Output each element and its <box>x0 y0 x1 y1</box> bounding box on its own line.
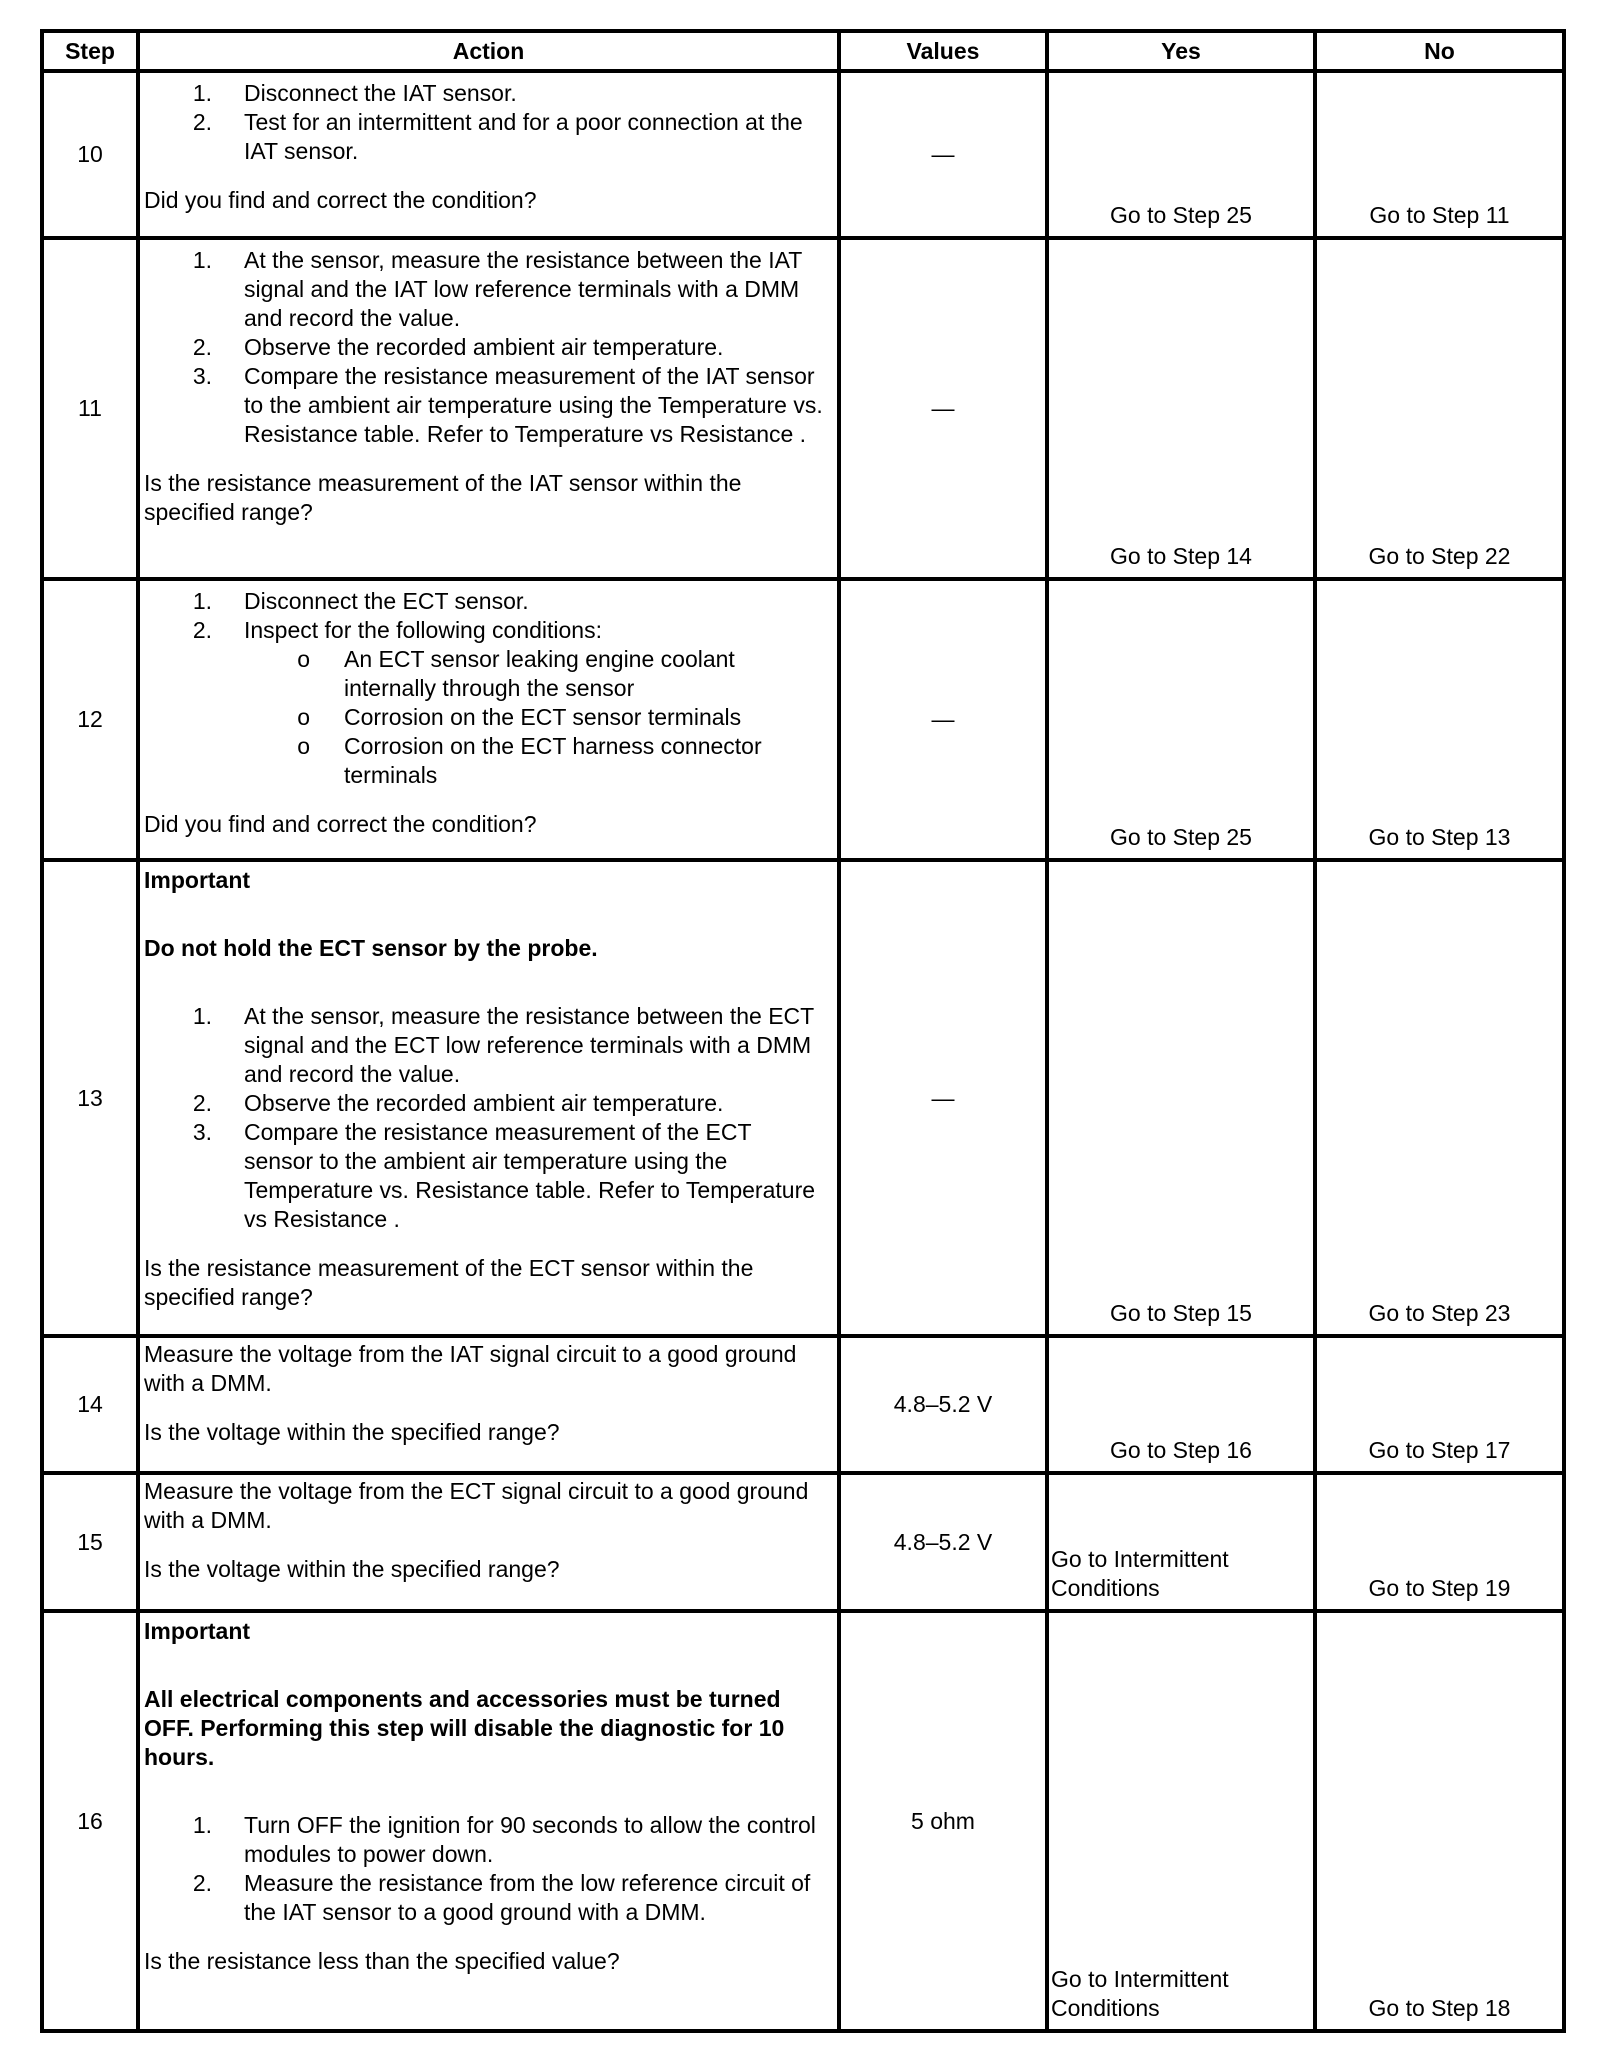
list-item: 1. Disconnect the ECT sensor. <box>192 588 529 614</box>
yes-cell: Go to Step 15 <box>1047 860 1315 1336</box>
important-note: All electrical components and accessories must be turned OFF. Performing this step will disable the diagnostic for 10 hours. <box>144 1686 785 1770</box>
table-row <box>42 238 1564 579</box>
list-item: o Corrosion on the ECT harness connector terminals <box>297 733 762 788</box>
step-number: 10 <box>42 71 138 238</box>
step-number: 14 <box>42 1336 138 1473</box>
no-cell: Go to Step 17 <box>1315 1336 1564 1473</box>
list-item: o An ECT sensor leaking engine coolant internally through the sensor <box>297 646 735 701</box>
step-list <box>144 587 833 645</box>
value-cell: 5 ohm <box>839 1611 1047 2031</box>
no-cell: Go to Step 22 <box>1315 238 1564 579</box>
action-cell <box>138 579 839 860</box>
action-question: Is the voltage within the specified range? <box>144 1556 560 1582</box>
header-row <box>42 31 1564 71</box>
diagnostic-table <box>40 29 1566 2033</box>
list-item: 2. Measure the resistance from the low reference circuit of the IAT sensor to a good ground with a DMM. <box>192 1870 811 1925</box>
header-yes: Yes <box>1047 31 1315 71</box>
action-cell <box>138 860 839 1336</box>
value-cell: 4.8–5.2 V <box>839 1336 1047 1473</box>
step-number: 16 <box>42 1611 138 2031</box>
no-cell: Go to Step 18 <box>1315 1611 1564 2031</box>
important-title: Important <box>144 867 251 893</box>
list-item: 1. Disconnect the IAT sensor. <box>192 80 517 106</box>
value-cell: — <box>839 579 1047 860</box>
action-question: Is the resistance less than the specified value? <box>144 1948 620 1974</box>
value-cell: 4.8–5.2 V <box>839 1473 1047 1611</box>
yes-cell: Go to Step 25 <box>1047 71 1315 238</box>
table-row <box>42 860 1564 1336</box>
action-question: Is the voltage within the specified range? <box>144 1419 560 1445</box>
list-item: 2. Test for an intermittent and for a poor connection at the IAT sensor. <box>192 109 803 164</box>
yes-cell: Go to Step 16 <box>1047 1336 1315 1473</box>
no-cell: Go to Step 11 <box>1315 71 1564 238</box>
list-item: o Corrosion on the ECT sensor terminals <box>297 704 742 730</box>
action-question: Is the resistance measurement of the ECT sensor within the specified range? <box>144 1255 754 1310</box>
no-cell: Go to Step 13 <box>1315 579 1564 860</box>
yes-cell: Go to Intermittent Conditions <box>1047 1473 1315 1611</box>
action-cell <box>138 1473 839 1611</box>
step-list <box>144 1811 833 1927</box>
header-action: Action <box>138 31 839 71</box>
list-item: 3. Compare the resistance measurement of the IAT sensor to the ambient air temperature using the Temperature vs. Resistance table. Refer to Temperature vs Resistance . <box>192 363 823 447</box>
action-question: Did you find and correct the condition? <box>144 811 537 837</box>
header-values: Values <box>839 31 1047 71</box>
yes-cell: Go to Step 25 <box>1047 579 1315 860</box>
important-title: Important <box>144 1618 251 1644</box>
step-list <box>144 79 833 166</box>
yes-cell: Go to Intermittent Conditions <box>1047 1611 1315 2031</box>
condition-list <box>144 645 833 790</box>
table-row <box>42 1336 1564 1473</box>
action-cell <box>138 1336 839 1473</box>
header-no: No <box>1315 31 1564 71</box>
yes-cell: Go to Step 14 <box>1047 238 1315 579</box>
step-number: 15 <box>42 1473 138 1611</box>
no-cell: Go to Step 23 <box>1315 860 1564 1336</box>
step-list <box>144 1002 833 1234</box>
list-item: 1. At the sensor, measure the resistance between the IAT signal and the IAT low reference terminals with a DMM and record the value. <box>192 247 802 331</box>
header-step: Step <box>42 31 138 71</box>
value-cell: — <box>839 71 1047 238</box>
list-item: 3. Compare the resistance measurement of the ECT sensor to the ambient air temperature using the Temperature vs. Resistance table. Refer to Temperature vs Resistance . <box>192 1119 816 1232</box>
action-cell <box>138 238 839 579</box>
step-number: 13 <box>42 860 138 1336</box>
list-item: 2. Observe the recorded ambient air temperature. <box>192 1090 724 1116</box>
action-question: Did you find and correct the condition? <box>144 187 537 213</box>
table-row <box>42 71 1564 238</box>
important-note: Do not hold the ECT sensor by the probe. <box>144 935 598 961</box>
list-item: 2. Inspect for the following conditions: <box>192 617 602 643</box>
table-row <box>42 1611 1564 2031</box>
action-question: Is the resistance measurement of the IAT sensor within the specified range? <box>144 470 742 525</box>
action-text: Measure the voltage from the ECT signal circuit to a good ground with a DMM. <box>144 1478 809 1533</box>
list-item: 2. Observe the recorded ambient air temperature. <box>192 334 724 360</box>
step-number: 11 <box>42 238 138 579</box>
step-number: 12 <box>42 579 138 860</box>
no-cell: Go to Step 19 <box>1315 1473 1564 1611</box>
value-cell: — <box>839 238 1047 579</box>
list-item: 1. At the sensor, measure the resistance between the ECT signal and the ECT low reference terminals with a DMM and record the value. <box>192 1003 814 1087</box>
table-row <box>42 1473 1564 1611</box>
action-cell <box>138 71 839 238</box>
action-text: Measure the voltage from the IAT signal circuit to a good ground with a DMM. <box>144 1341 797 1396</box>
action-cell <box>138 1611 839 2031</box>
step-list <box>144 246 833 449</box>
table-row <box>42 579 1564 860</box>
value-cell: — <box>839 860 1047 1336</box>
list-item: 1. Turn OFF the ignition for 90 seconds to allow the control modules to power down. <box>192 1812 816 1867</box>
